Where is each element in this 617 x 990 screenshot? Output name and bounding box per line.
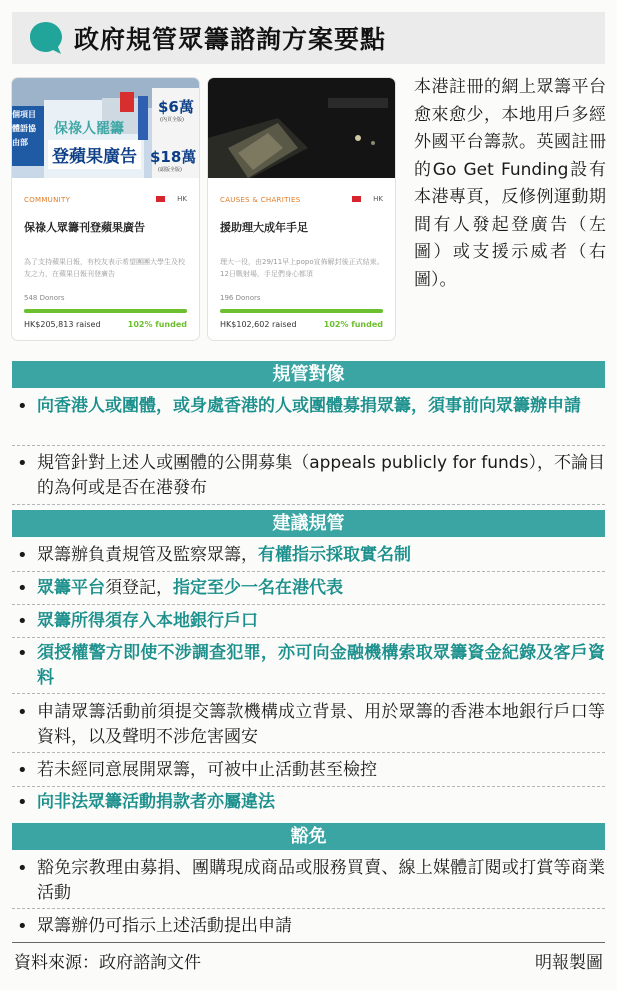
highlighted-text: 指定至少一名在港代表 (173, 578, 343, 598)
bullet-text (37, 451, 605, 501)
body-text: 若未經同意展開眾籌，可被中止活動甚至檢控 (37, 760, 377, 780)
bullet-text (37, 609, 605, 634)
card-country: HK (177, 195, 187, 203)
bullet-icon: • (17, 611, 28, 632)
campaign-image-advert (12, 78, 199, 190)
campaign-card-advert[interactable] (12, 78, 199, 340)
card-title[interactable]: 援助理大成年手足 (220, 221, 308, 234)
bullet-item (12, 609, 605, 638)
card-raised: HK$205,813 raised (24, 320, 101, 329)
bullet-icon: • (17, 545, 28, 566)
speech-bubble-icon (28, 20, 64, 56)
bullet-item (12, 700, 605, 753)
body-text: 申請眾籌活動前須提交籌款機構成立背景、用於眾籌的香港本地銀行戶口等資料，以及聲明不涉危害國安 (37, 702, 605, 747)
highlighted-text: 有權指示採取實名制 (258, 545, 411, 565)
card-donors: 548 Donors (24, 294, 65, 302)
highlighted-text: 向非法眾籌活動捐款者亦屬違法 (37, 792, 275, 812)
page-title: 政府規管眾籌諮詢方案要點 (74, 25, 387, 54)
campaign-image-support (208, 78, 395, 190)
bullet-icon: • (17, 760, 28, 781)
bullet-text (37, 758, 605, 783)
card-category: CAUSES & CHARITIES (220, 196, 301, 204)
banner-price-bottom: $18萬 (150, 148, 197, 166)
bullet-text (37, 394, 605, 419)
card-country: HK (373, 195, 383, 203)
footer-divider (12, 942, 605, 943)
highlighted-text: 向香港人或團體，或身處香港的人或團體募捐眾籌，須事前向眾籌辦申請 (37, 396, 581, 416)
bullet-item (12, 914, 605, 941)
bullet-icon: • (17, 858, 28, 879)
bullet-text (37, 790, 605, 815)
banner-main-top: 保祿人罷籌 (54, 121, 124, 137)
hk-flag-icon (156, 196, 165, 202)
footer-credit: 明報製圖 (535, 953, 603, 973)
bullet-text (37, 543, 605, 568)
section-heading-proposals: 建議規管 (12, 510, 605, 537)
card-description: 為了支持蘋果日報，有校友表示希望團團大學生及校友之力，在蘋果日報刊登廣告 (24, 258, 185, 278)
bullet-item (12, 543, 605, 572)
funding-progress-fill (24, 309, 187, 313)
bullet-icon: • (17, 792, 28, 813)
banner-price-top-note: (內頁全版) (160, 117, 184, 123)
night-scene-graphic (208, 78, 395, 190)
bullet-item (12, 394, 605, 446)
bullet-text (37, 700, 605, 750)
funding-progress-bar (220, 309, 383, 313)
bullet-icon: • (17, 578, 28, 599)
bullet-item (12, 758, 605, 787)
card-raised: HK$102,602 raised (220, 320, 297, 329)
banner-main-text: 登蘋果廣告 (48, 140, 141, 169)
footer-source: 資料來源：政府諮詢文件 (14, 953, 201, 973)
bullet-item (12, 641, 605, 694)
bullet-item (12, 576, 605, 605)
campaign-card-support[interactable] (208, 78, 395, 340)
bullet-icon: • (17, 396, 28, 417)
banner-price-bottom-note: (頭版全版) (158, 167, 182, 173)
card-donors: 196 Donors (220, 294, 261, 302)
body-text: 規管針對上述人或團體的公開募集（appeals publicly for funds），不論目的為何或是否在港發布 (37, 453, 605, 498)
banner-left-line: 體語協 (12, 124, 36, 133)
banner-left-line: 個項目 (12, 110, 36, 119)
bullet-text (37, 856, 605, 906)
bullet-item (12, 790, 605, 817)
bullet-item (12, 856, 605, 909)
funding-progress-bar (24, 309, 187, 313)
bullet-icon: • (17, 916, 28, 937)
highlighted-text: 眾籌所得須存入本地銀行戶口 (37, 611, 258, 631)
body-text: 須登記， (105, 578, 173, 598)
highlighted-text: 眾籌平台 (37, 578, 105, 598)
body-text: 眾籌辦仍可指示上述活動提出申請 (37, 916, 292, 936)
hk-flag-icon (352, 196, 361, 202)
card-title[interactable]: 保祿人眾籌刊登蘋果廣告 (24, 221, 145, 234)
bullet-text (37, 576, 605, 601)
card-description: 理大一役，由29/11早上popo宣佈解封後正式結束。12日戰射場，手足們身心都須 (220, 258, 384, 278)
highlighted-text: 須授權警方即使不涉調查犯罪，亦可向金融機構索取眾籌資金紀錄及客戶資料 (37, 643, 605, 688)
section-heading-exemptions: 豁免 (12, 823, 605, 850)
bullet-icon: • (17, 643, 28, 664)
bullet-text (37, 914, 605, 939)
card-category: COMMUNITY (24, 196, 71, 204)
banner-left-line: 由部 (12, 138, 28, 147)
section-heading-targets: 規管對像 (12, 361, 605, 388)
bullet-icon: • (17, 453, 28, 474)
card-funded: 102% funded (323, 320, 383, 329)
body-text: 豁免宗教理由募捐、團購現成商品或服務買賣、線上媒體訂閱或打賞等商業活動 (37, 858, 605, 903)
bullet-item (12, 451, 605, 505)
intro-paragraph: 本港註冊的網上眾籌平台愈來愈少，本地用戶多經外國平台籌款。英國註冊的Go Get Funding設有本港專頁，反修例運動期間有人發起登廣告（左圖）或支援示威者（右圖）。 (414, 77, 606, 290)
card-funded: 102% funded (127, 320, 187, 329)
body-text: 眾籌辦負責規管及監察眾籌， (37, 545, 258, 565)
title-bar (12, 12, 605, 64)
funding-progress-fill (220, 309, 383, 313)
bullet-icon: • (17, 702, 28, 723)
banner-price-top: $6萬 (158, 98, 194, 116)
bullet-text (37, 641, 605, 691)
